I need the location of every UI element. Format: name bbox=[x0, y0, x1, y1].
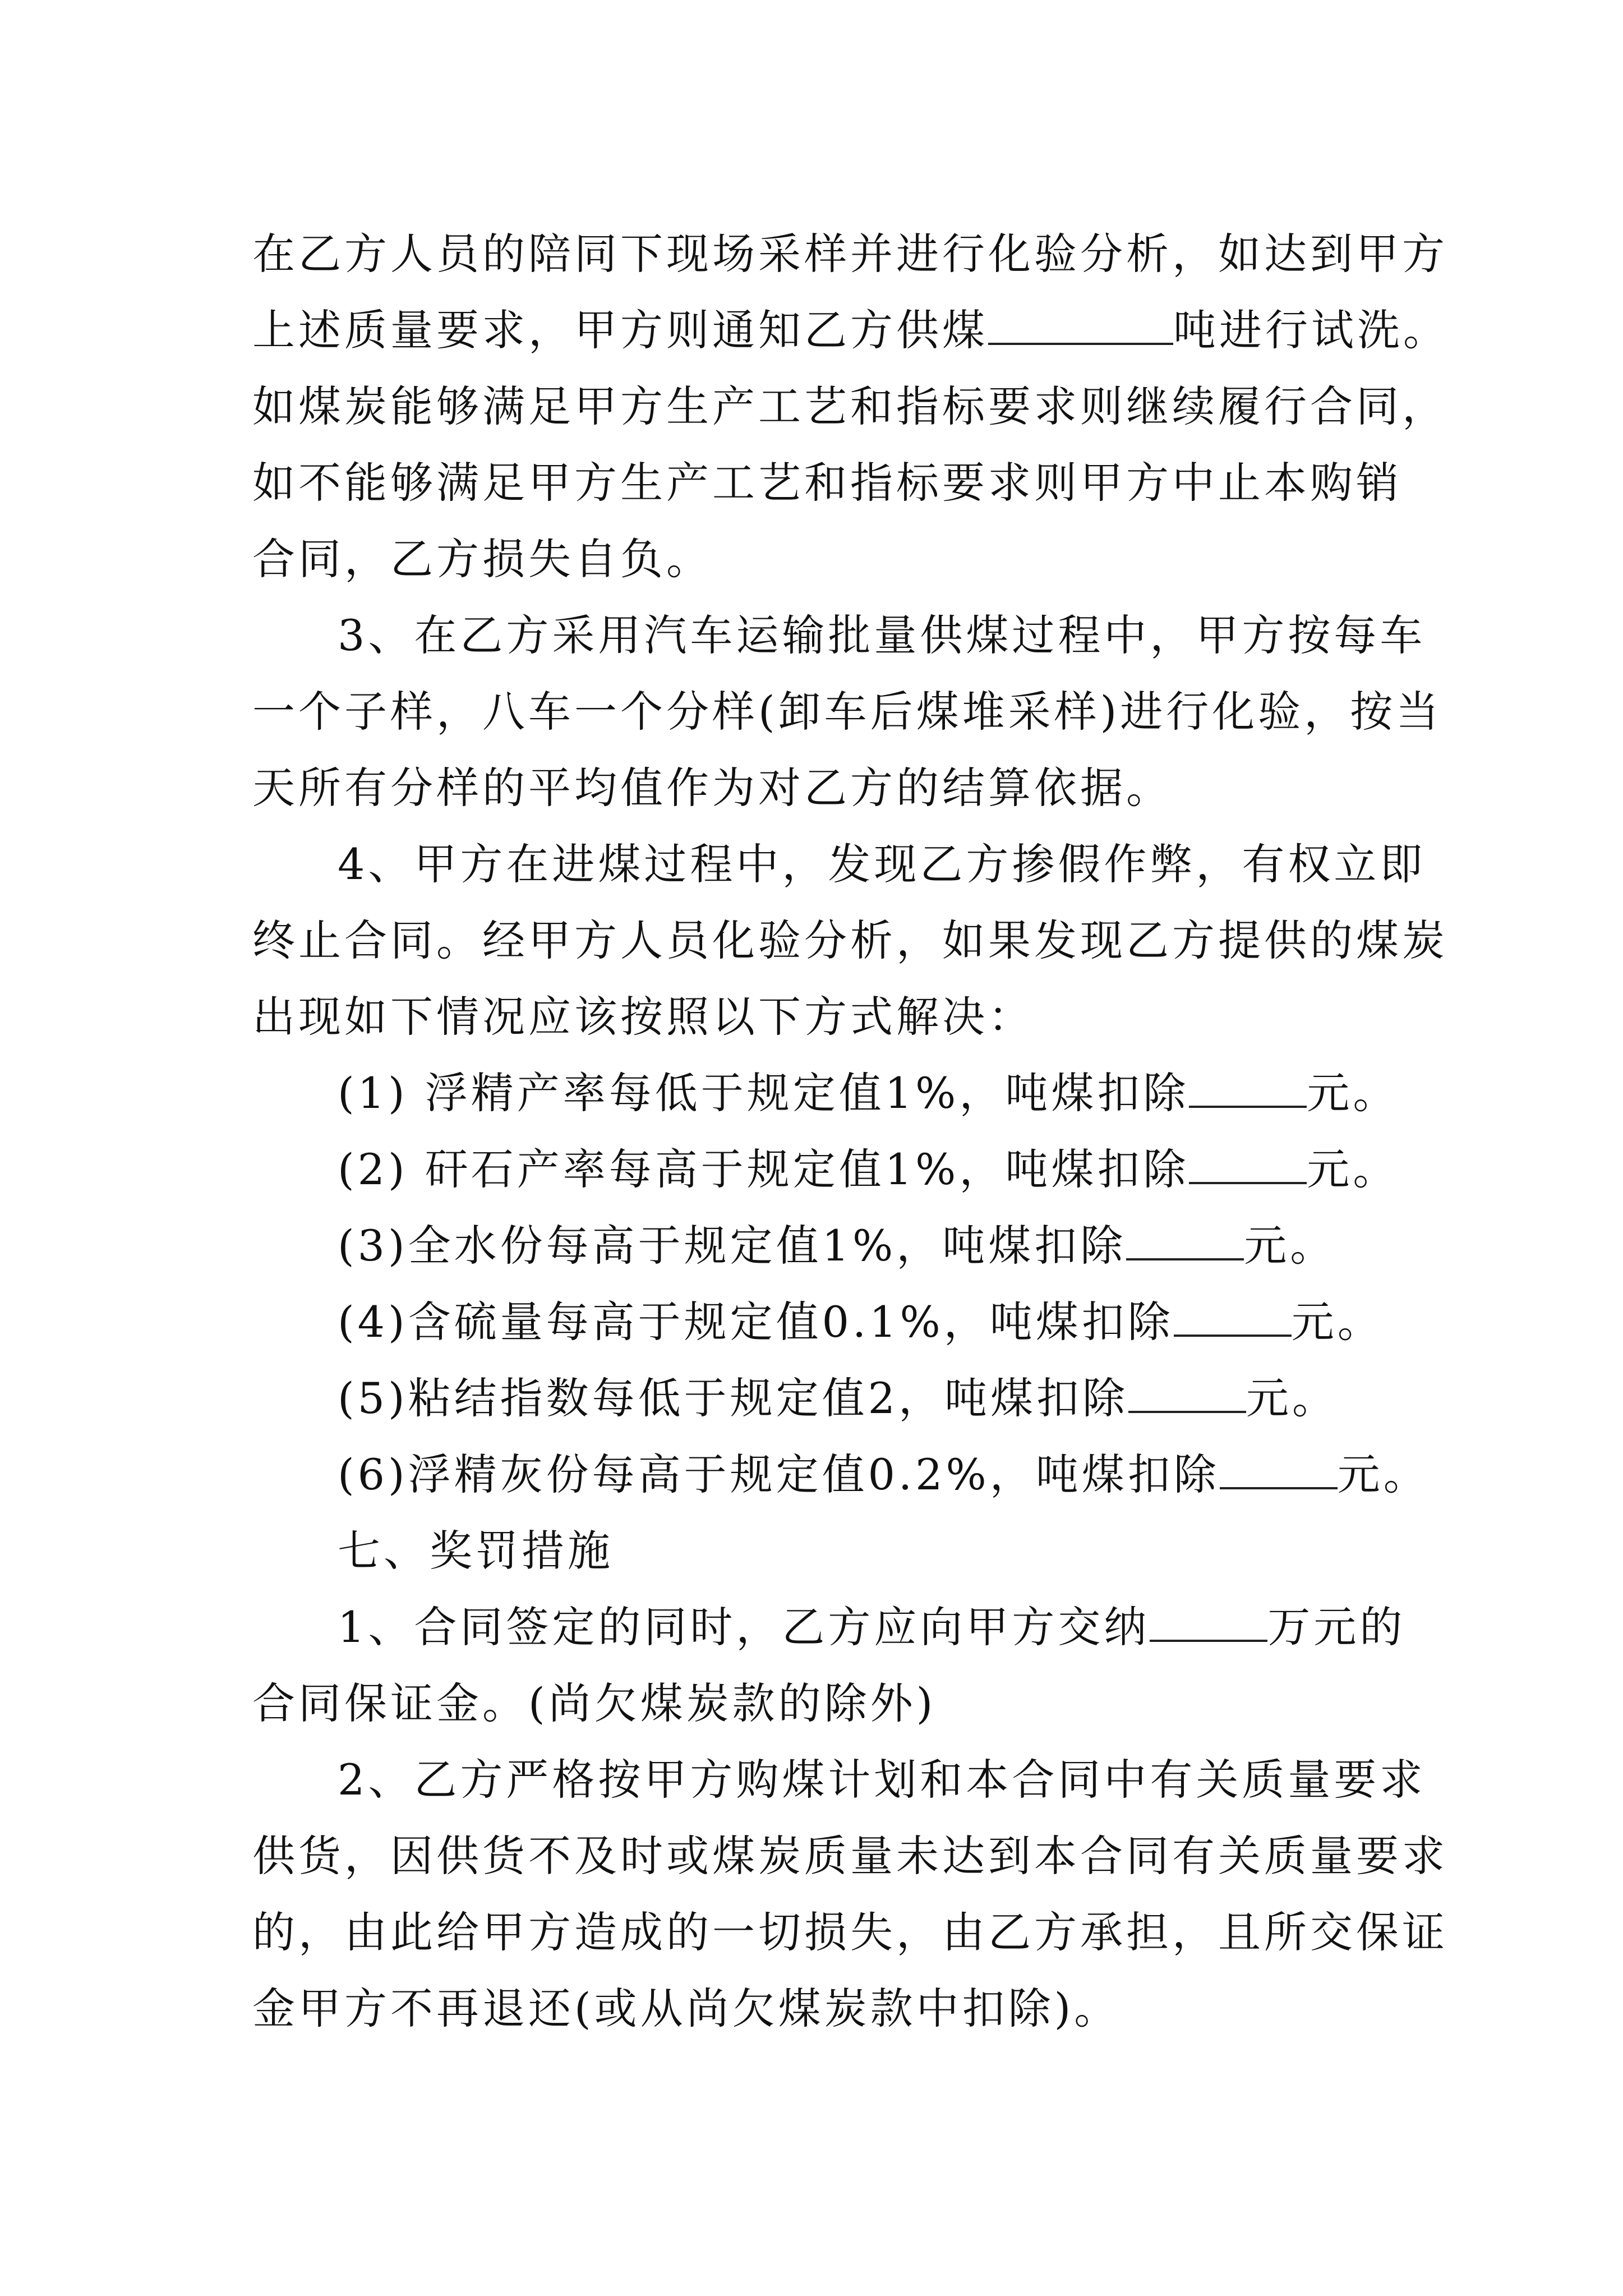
text-line: 天所有分样的平均值作为对乙方的结算依据。 bbox=[252, 763, 1172, 813]
text-line: 供货，因供货不及时或煤炭质量未达到本合同有关质量要求 bbox=[252, 1831, 1448, 1881]
text-line: 如不能够满足甲方生产工艺和指标要求则甲方中止本购销 bbox=[252, 458, 1402, 508]
text-line: 金甲方不再退还(或从尚欠煤炭款中扣除)。 bbox=[252, 1984, 1121, 2033]
line-text-after: 万元的 bbox=[1267, 1602, 1406, 1652]
penalty-item-5 bbox=[252, 1360, 1385, 1437]
fill-in-blank[interactable] bbox=[1189, 1065, 1307, 1108]
reward-clause-1 bbox=[252, 1589, 1406, 1665]
contract-body bbox=[252, 216, 1449, 2047]
line-text-after: 元。 bbox=[1244, 1221, 1336, 1271]
fill-in-blank[interactable] bbox=[1150, 1599, 1267, 1642]
penalty-item-2 bbox=[252, 1131, 1399, 1208]
line-text-after: 元。 bbox=[1291, 1297, 1384, 1347]
penalty-item-3 bbox=[252, 1208, 1385, 1284]
line-text-before: 上述质量要求，甲方则通知乙方供煤 bbox=[252, 305, 988, 355]
text-line: 合同保证金。(尚欠煤炭款的除外) bbox=[252, 1678, 937, 1728]
line-text-before: (6)浮精灰份每高于规定值0.2%，吨煤扣除 bbox=[338, 1450, 1220, 1499]
penalty-item-6 bbox=[252, 1437, 1430, 1513]
penalty-item-4 bbox=[252, 1284, 1385, 1360]
line-text-before: (5)粘结指数每低于规定值2，吨煤扣除 bbox=[338, 1373, 1129, 1423]
fill-in-blank[interactable] bbox=[1126, 1218, 1244, 1260]
line-text-after: 元。 bbox=[1307, 1068, 1399, 1118]
text-line: 在乙方人员的陪同下现场采样并进行化验分析，如达到甲方 bbox=[252, 229, 1448, 279]
penalty-item-1 bbox=[252, 1055, 1399, 1131]
fill-in-blank[interactable] bbox=[1174, 1294, 1292, 1337]
section-heading: 七、奖罚措施 bbox=[338, 1526, 614, 1576]
text-line: 终止合同。经甲方人员化验分析，如果发现乙方提供的煤炭 bbox=[252, 915, 1448, 965]
line-text-after: 元。 bbox=[1337, 1450, 1430, 1499]
clause-4: 4、甲方在进煤过程中，发现乙方掺假作弊，有权立即 bbox=[338, 839, 1426, 889]
line-text-after: 吨进行试洗。 bbox=[1173, 305, 1449, 355]
fill-in-blank[interactable] bbox=[1128, 1370, 1246, 1413]
reward-clause-2: 2、乙方严格按甲方购煤计划和本合同中有关质量要求 bbox=[338, 1755, 1426, 1805]
clause-3: 3、在乙方采用汽车运输批量供煤过程中，甲方按每车 bbox=[338, 610, 1426, 660]
line-text-before: (2) 矸石产率每高于规定值1%，吨煤扣除 bbox=[338, 1144, 1189, 1194]
line-text-after: 元。 bbox=[1307, 1144, 1399, 1194]
text-line: 一个子样，八车一个分样(卸车后煤堆采样)进行化验，按当 bbox=[252, 687, 1442, 737]
text-line bbox=[252, 292, 1449, 369]
text-line: 出现如下情况应该按照以下方式解决： bbox=[252, 992, 1034, 1042]
fill-in-blank[interactable] bbox=[988, 302, 1173, 345]
line-text-after: 元。 bbox=[1246, 1373, 1339, 1423]
line-text-before: (1) 浮精产率每低于规定值1%，吨煤扣除 bbox=[338, 1068, 1189, 1118]
text-line: 合同，乙方损失自负。 bbox=[252, 534, 712, 584]
fill-in-blank[interactable] bbox=[1189, 1142, 1307, 1184]
line-text-before: 1、合同签定的同时，乙方应向甲方交纳 bbox=[338, 1602, 1150, 1652]
text-line: 的，由此给甲方造成的一切损失，由乙方承担，且所交保证 bbox=[252, 1907, 1448, 1957]
text-line: 如煤炭能够满足甲方生产工艺和指标要求则继续履行合同， bbox=[252, 381, 1448, 431]
fill-in-blank[interactable] bbox=[1220, 1447, 1338, 1489]
line-text-before: (3)全水份每高于规定值1%，吨煤扣除 bbox=[338, 1221, 1127, 1271]
line-text-before: (4)含硫量每高于规定值0.1%，吨煤扣除 bbox=[338, 1297, 1174, 1347]
